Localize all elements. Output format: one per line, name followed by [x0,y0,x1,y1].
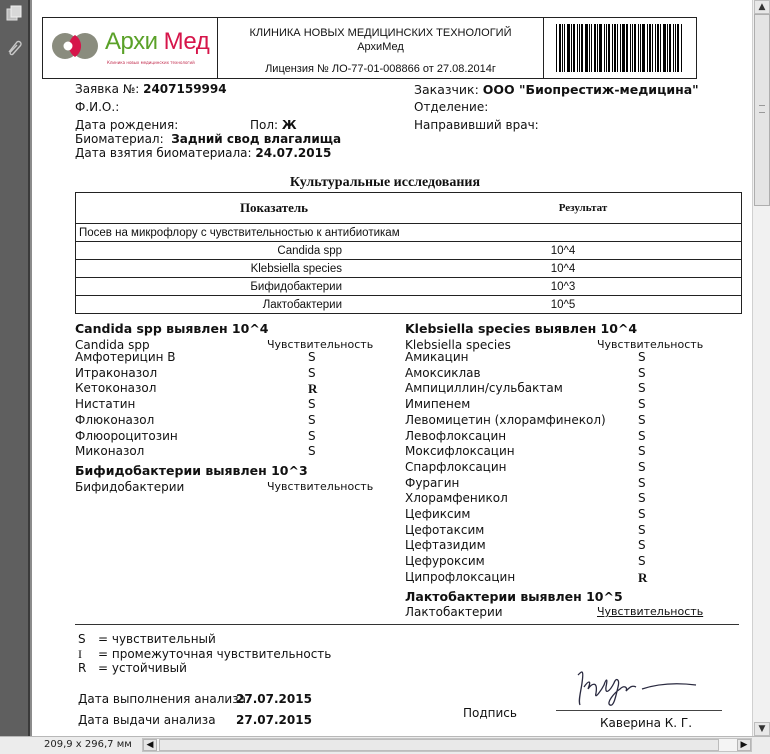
list-item [405,381,725,397]
sex-value: Ж [281,118,297,132]
sensitivity-result: S [638,554,646,569]
drug-name: Флюороцитозин [75,428,178,443]
klebsiella-organism: Klebsiella species [405,338,511,352]
list-item [405,491,725,507]
legend-item: S [78,632,86,646]
table-header-row [76,193,742,224]
list-item [75,444,395,460]
signature-line [556,710,722,711]
klebsiella-heading: Klebsiella species выявлен 10^4 [405,321,638,336]
sensitivity-result: S [638,381,646,396]
list-item [405,570,725,586]
license-text: Лицензия № ЛО-77-01-008866 от 27.08.2014г [265,63,496,75]
drug-name: Амоксиклав [405,365,481,380]
sample-date-value: 24.07.2015 [255,146,332,160]
signature-label: Подпись [463,706,517,720]
sensitivity-result: S [308,412,316,427]
clinic-name: КЛИНИКА НОВЫХ МЕДИЦИНСКИХ ТЕХНОЛОГИЙ [249,27,512,39]
list-item [405,397,725,413]
clinic-short-name: АрхиМед [357,41,404,53]
logo-wordmark: Архи Мед [105,28,210,55]
sensitivity-result: S [308,350,316,364]
clinic-logo [43,18,218,78]
sensitivity-result: S [638,350,646,364]
list-item [405,476,725,492]
drug-name: Фурагин [405,475,460,490]
list-item [75,397,395,413]
results-table [75,192,742,314]
list-item [75,413,395,429]
barcode-cell [544,18,696,78]
drug-name: Нистатин [75,397,136,412]
list-item [405,444,725,460]
customer-value: ООО "Биопрестиж-медицина" [482,82,699,97]
sensitivity-result: S [638,444,646,459]
klebsiella-sensitivity-label: Чувствительность [597,338,704,351]
sensitivity-result: S [638,522,646,537]
drug-name: Итраконазол [75,365,158,380]
page-dimensions: 209,9 x 296,7 мм [44,739,132,750]
drug-name: Имипенем [405,397,471,412]
drug-name: Левомицетин (хлорамфинекол) [405,412,606,427]
table-row: Лактобактерии 10^5 [76,296,742,314]
legend-item: I [78,647,82,661]
horizontal-scrollbar[interactable] [142,738,752,752]
handwritten-signature-icon [570,665,700,709]
test-name: Посев на микрофлору с чувствительностью к антибиотикам [76,224,742,242]
drug-name: Кетоконазол [75,381,157,396]
drug-name: Флюконазол [75,412,155,427]
logo-mark-icon [51,31,99,61]
drug-name: Левофлоксацин [405,428,507,443]
birth-date-field: Дата рождения: [75,118,179,132]
order-number-field: Заявка №: 2407159994 [75,82,227,96]
sensitivity-result: R [638,569,648,585]
sensitivity-result: S [638,428,646,443]
legend-text: = чувствительный [98,632,216,646]
list-item [75,366,395,382]
scroll-left-icon[interactable]: ◀ [143,739,157,751]
drug-name: Миконазол [75,444,145,459]
lacto-heading: Лактобактерии выявлен 10^5 [405,589,623,604]
lacto-sensitivity-label: Чувствительность [597,605,704,618]
sensitivity-result: S [638,538,646,553]
sensitivity-result: R [308,381,318,397]
drug-name: Ампициллин/сульбактам [405,381,563,396]
biomaterial-field: Биоматериал: Задний свод влагалища [75,132,342,146]
bifido-sensitivity-label: Чувствительность [267,480,374,493]
barcode-icon [556,24,684,72]
drug-name: Цефуроксим [405,554,485,569]
legend-item: R [78,661,87,675]
list-item [405,350,725,366]
biomaterial-value: Задний свод влагалища [171,132,342,146]
table-row: Candida spp 10^4 [76,242,742,260]
sensitivity-result: S [308,444,316,459]
drug-name: Моксифлоксацин [405,444,515,459]
legend-text: = промежуточная чувствительность [98,647,332,661]
list-item [75,381,395,397]
sensitivity-result: S [638,507,646,521]
sensitivity-result: S [638,397,646,412]
candida-heading: Candida spp выявлен 10^4 [75,321,269,336]
drug-name: Цефиксим [405,507,471,521]
list-item [75,429,395,445]
sensitivity-result: S [308,365,316,380]
drug-name: Спарфлоксацин [405,459,507,474]
list-item [405,523,725,539]
drug-name: Ципрофлоксацин [405,569,516,584]
pages-icon[interactable] [5,4,23,22]
list-item [75,350,395,366]
analysis-date-value: 27.07.2015 [236,692,312,706]
attachment-icon[interactable] [5,38,23,56]
sensitivity-result: S [638,412,646,427]
list-item [405,554,725,570]
list-item [405,429,725,445]
section-divider [75,624,739,625]
status-bar [0,736,770,754]
bifido-heading: Бифидобактерии выявлен 10^3 [75,463,308,478]
drug-name: Цефотаксим [405,522,485,537]
sensitivity-result: S [308,397,316,412]
report-header [42,17,697,79]
vertical-scroll-thumb[interactable] [754,14,770,206]
referring-doctor-field: Направивший врач: [414,118,539,132]
sample-date-field: Дата взятия биоматериала: 24.07.2015 [75,146,332,160]
order-number: 2407159994 [143,82,227,96]
candida-organism: Candida spp [75,338,150,352]
scroll-up-icon[interactable]: ▲ [754,0,770,14]
list-item [405,366,725,382]
sensitivity-result: S [638,365,646,380]
drug-name: Хлорамфеникол [405,491,508,506]
logo-tagline: Клиника новых медицинских технологий [107,60,195,65]
drug-name: Цефтазидим [405,538,486,553]
col-indicator-header: Показатель [76,193,473,224]
bifido-organism: Бифидобактерии [75,480,185,494]
horizontal-scroll-thumb[interactable] [159,739,719,751]
list-item [405,460,725,476]
scroll-right-icon[interactable]: ▶ [737,739,751,751]
sensitivity-result: S [638,491,646,506]
clinic-info [218,18,544,78]
list-item [405,413,725,429]
drug-name: Амфотерицин В [75,350,176,364]
customer-field: Заказчик: ООО "Биопрестиж-медицина" [414,82,699,97]
signer-name: Каверина К. Г. [600,716,693,730]
drug-name: Амикацин [405,350,469,364]
patient-name-field: Ф.И.О.: [75,100,120,114]
legend-text: = устойчивый [98,661,187,675]
issue-date-value: 27.07.2015 [236,713,312,727]
col-result-header: Результат [472,193,742,224]
sensitivity-result: S [638,475,646,490]
lacto-organism: Лактобактерии [405,605,503,619]
list-item [405,538,725,554]
vertical-scrollbar[interactable] [752,0,770,736]
table-row: Klebsiella species 10^4 [76,260,742,278]
department-field: Отделение: [414,100,489,114]
list-item [405,507,725,523]
scroll-down-icon[interactable]: ▼ [754,722,770,736]
test-name-row [76,224,742,242]
sensitivity-result: S [308,428,316,443]
viewer-left-toolbar [0,0,30,736]
analysis-date-label: Дата выполнения анализа [78,692,246,706]
sex-field: Пол: Ж [250,118,297,132]
candida-sensitivity-label: Чувствительность [267,338,374,351]
sensitivity-result: S [638,459,646,474]
issue-date-label: Дата выдачи анализа [78,713,216,727]
table-row: Бифидобактерии 10^3 [76,278,742,296]
section-title: Культуральные исследования [289,175,481,190]
